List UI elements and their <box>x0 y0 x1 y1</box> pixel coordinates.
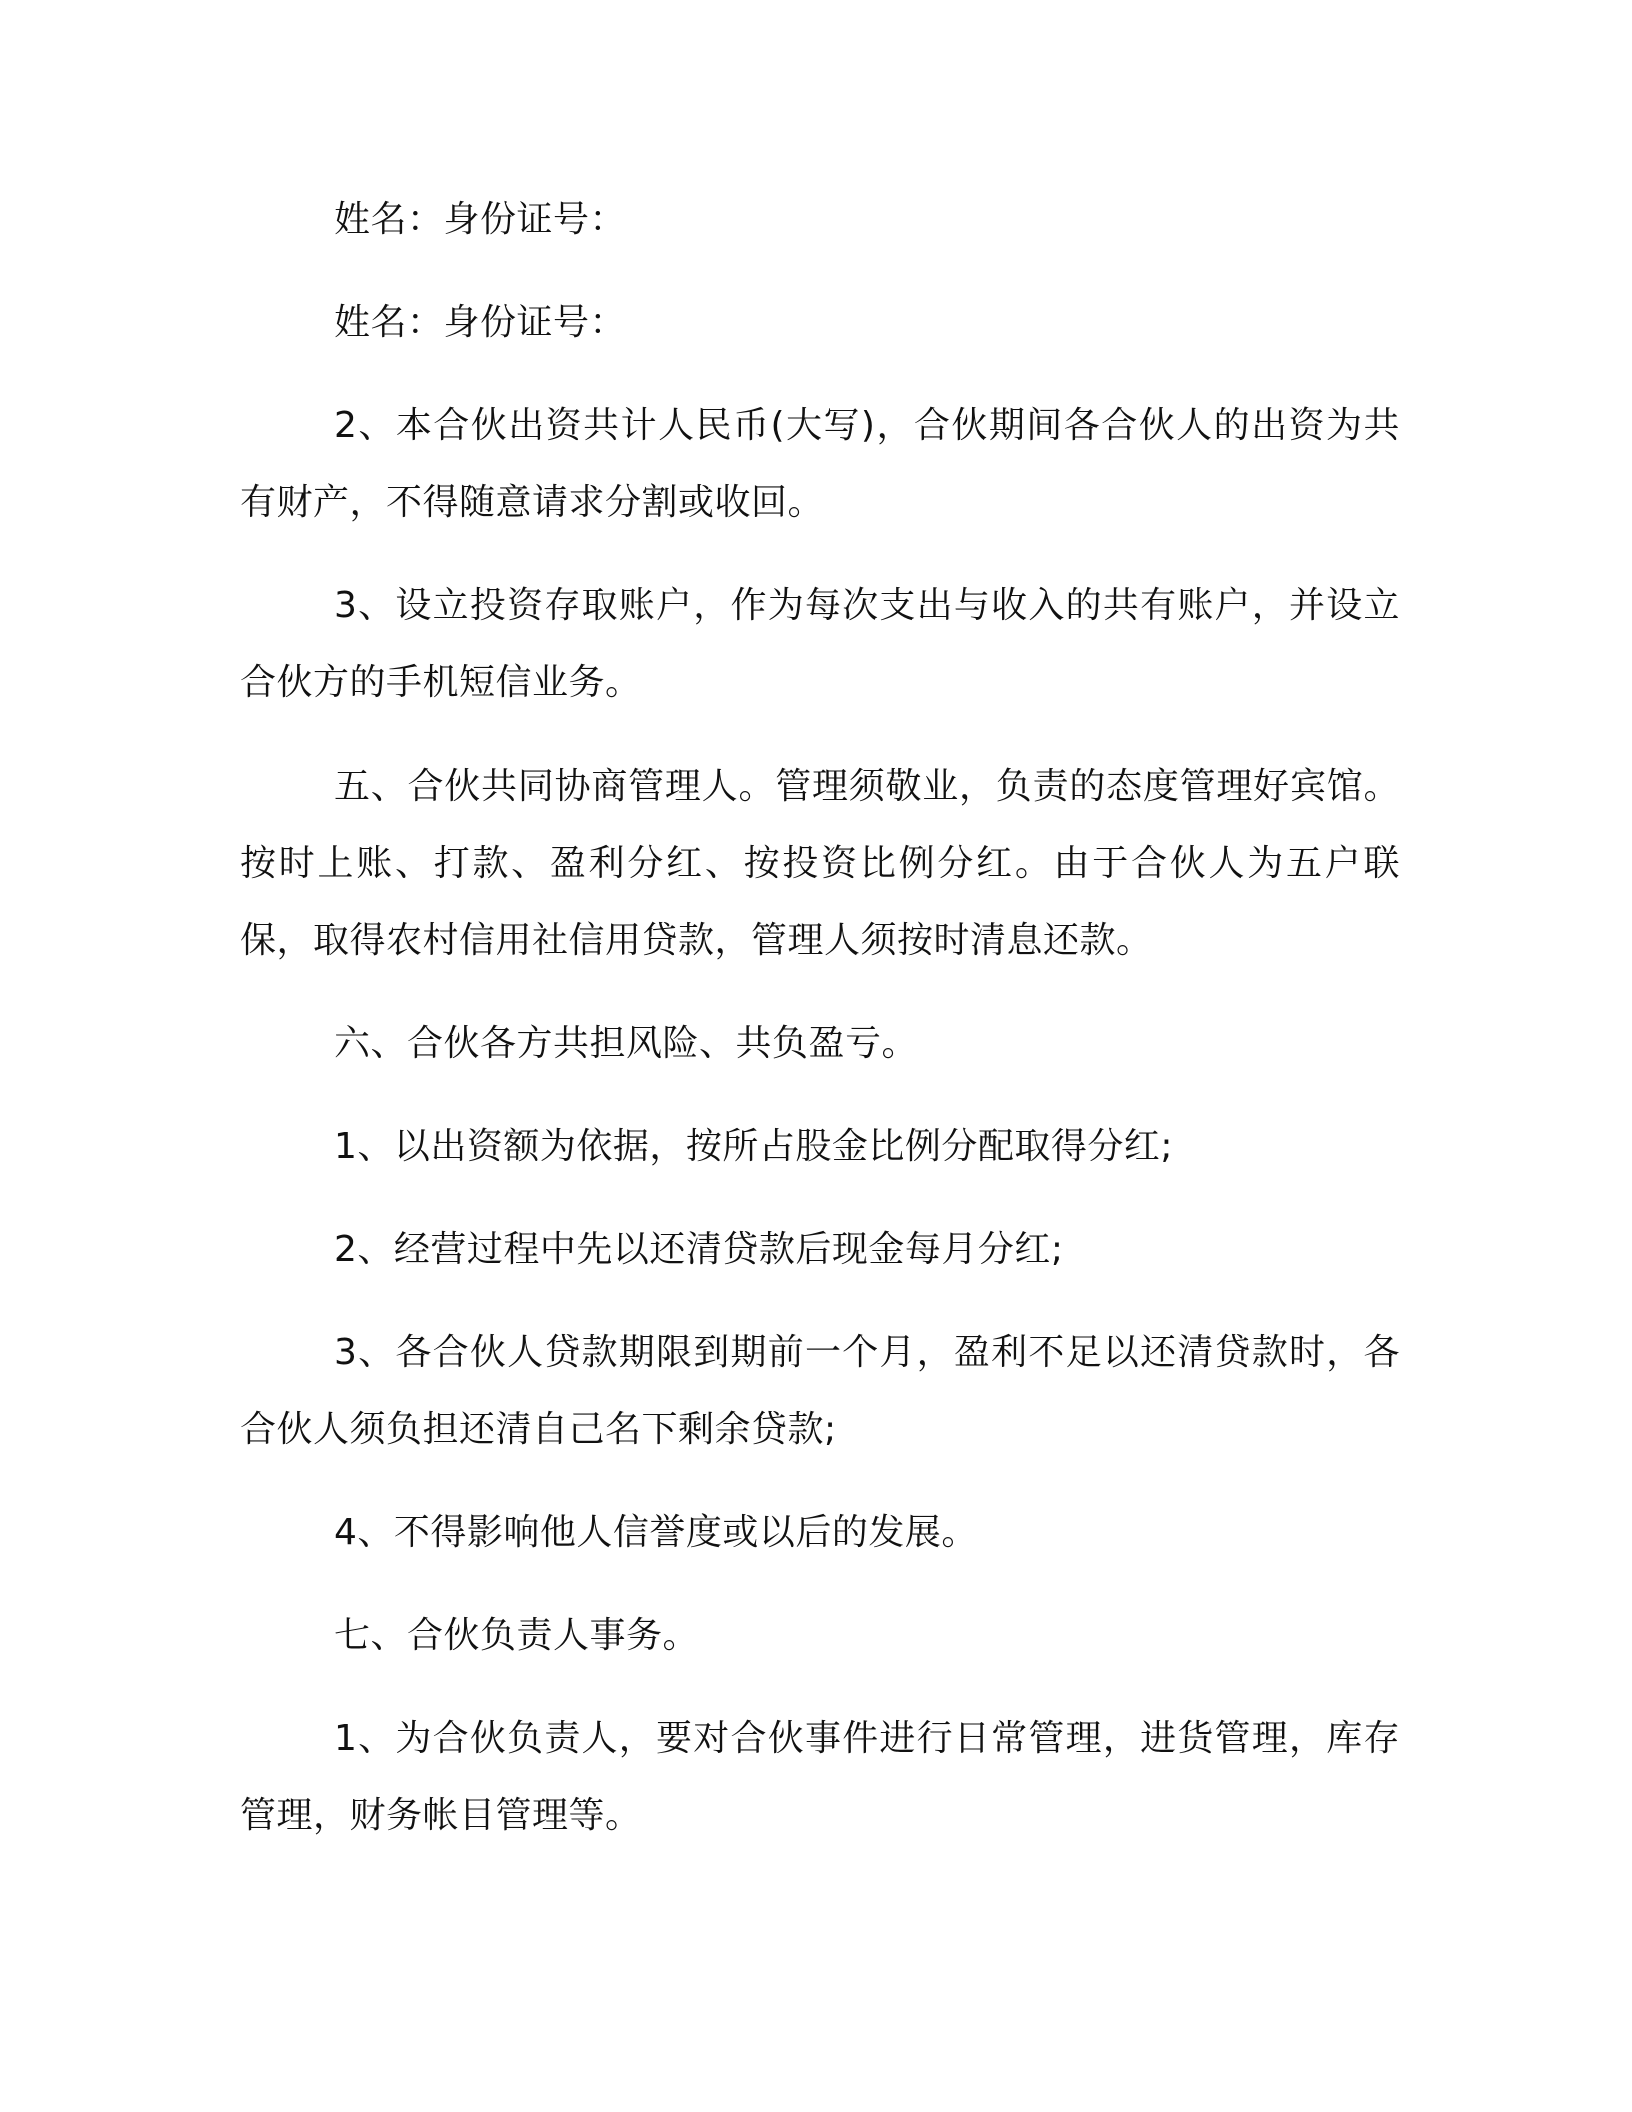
clause-dividend-ratio: 1、以出资额为依据，按所占股金比例分配取得分红; <box>334 1126 1174 1167</box>
section-seven-responsibilities: 七、合伙负责人事务。 <box>334 1615 700 1656</box>
section-six-risk: 六、合伙各方共担风险、共负盈亏。 <box>334 1023 919 1064</box>
clause-loan-repayment: 3、各合伙人贷款期限到期前一个月，盈利不足以还清贷款时，各合伙人须负担还清自己名下剩余贷款; <box>240 1332 1400 1450</box>
section-five-management: 五、合伙共同协商管理人。管理须敬业，负责的态度管理好宾馆。按时上账、打款、盈利分红、按投资比例分红。由于合伙人为五户联保，取得农村信用社信用贷款，管理人须按时清息还款。 <box>240 766 1400 961</box>
clause-monthly-dividend: 2、经营过程中先以还清贷款后现金每月分红; <box>334 1229 1064 1270</box>
clause-daily-management: 1、为合伙负责人，要对合伙事件进行日常管理，进货管理，库存管理，财务帐目管理等。 <box>240 1718 1400 1836</box>
clause-capital-contribution: 2、本合伙出资共计人民币(大写)，合伙期间各合伙人的出资为共有财产，不得随意请求分割或收回。 <box>240 405 1400 523</box>
clause-investment-account: 3、设立投资存取账户，作为每次支出与收入的共有账户，并设立合伙方的手机短信业务。 <box>240 585 1400 703</box>
clause-reputation: 4、不得影响他人信誉度或以后的发展。 <box>334 1512 978 1553</box>
party-info-line-2: 姓名：身份证号： <box>334 302 627 343</box>
party-info-line-1: 姓名：身份证号： <box>334 199 627 240</box>
